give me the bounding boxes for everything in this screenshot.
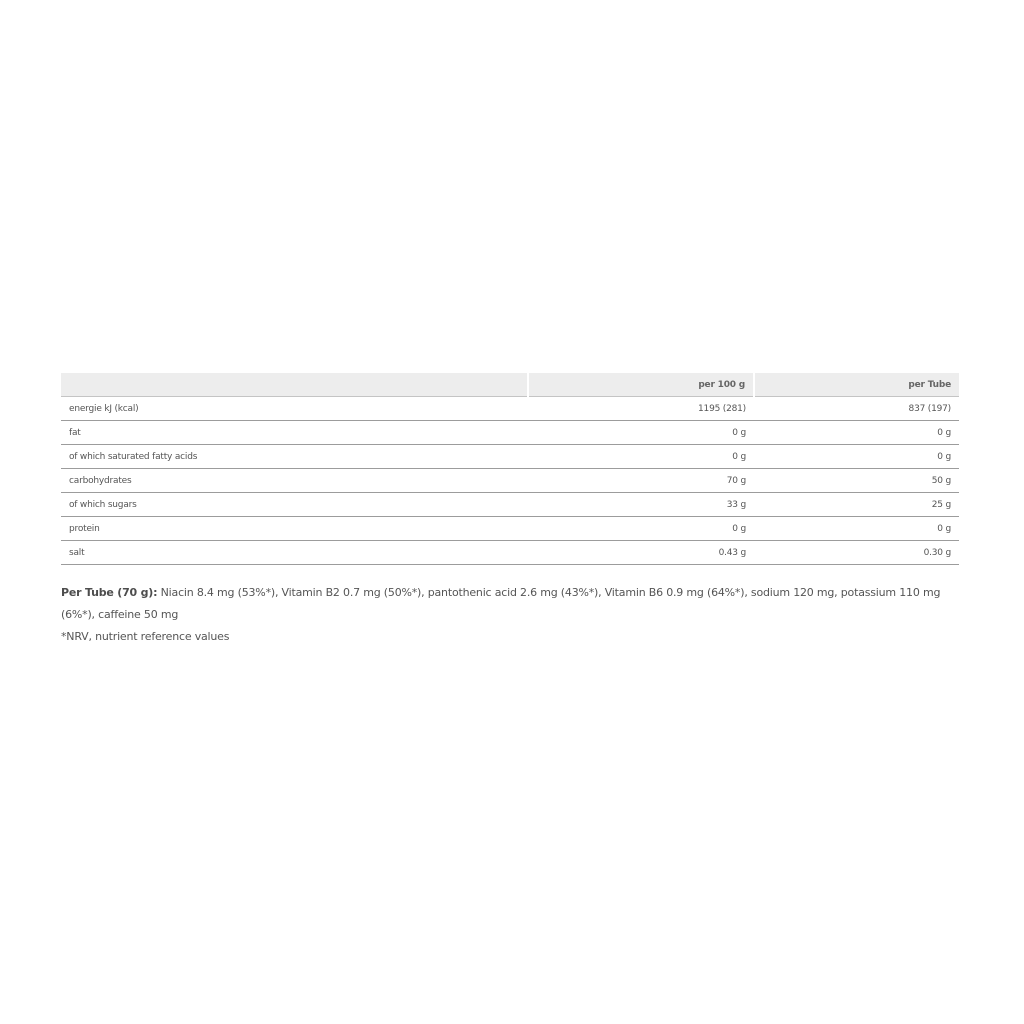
value-per-tube: 0.30 g bbox=[754, 541, 959, 565]
table-header bbox=[61, 373, 959, 397]
nutrient-name: of which sugars bbox=[61, 493, 528, 517]
header-row bbox=[61, 373, 959, 397]
table-body bbox=[61, 397, 959, 565]
nutrition-footnote bbox=[61, 582, 961, 648]
value-per-100g: 0.43 g bbox=[528, 541, 754, 565]
nutrient-name: fat bbox=[61, 421, 528, 445]
value-per-tube: 0 g bbox=[754, 517, 959, 541]
value-per-tube: 0 g bbox=[754, 421, 959, 445]
per-tube-label: Per Tube (70 g): bbox=[61, 586, 158, 599]
value-per-100g: 33 g bbox=[528, 493, 754, 517]
value-per-100g: 70 g bbox=[528, 469, 754, 493]
nutrient-name: protein bbox=[61, 517, 528, 541]
value-per-tube: 837 (197) bbox=[754, 397, 959, 421]
per-tube-text: Niacin 8.4 mg (53%*), Vitamin B2 0.7 mg (50%*), pantothenic acid 2.6 mg (43%*), Vitamin B6 0.9 mg (64%*), sodium 120 mg, potassium 110 mg (6%*), caffeine 50 mg bbox=[61, 586, 941, 621]
table-row bbox=[61, 421, 959, 445]
table-row bbox=[61, 517, 959, 541]
table-row bbox=[61, 493, 959, 517]
nrv-note: *NRV, nutrient reference values bbox=[61, 630, 230, 643]
nutrient-name: carbohydrates bbox=[61, 469, 528, 493]
table-row bbox=[61, 469, 959, 493]
table-row bbox=[61, 541, 959, 565]
table-row bbox=[61, 397, 959, 421]
table-row bbox=[61, 445, 959, 469]
value-per-tube: 0 g bbox=[754, 445, 959, 469]
header-per-tube: per Tube bbox=[754, 373, 959, 397]
header-per-100g: per 100 g bbox=[528, 373, 754, 397]
per-tube-details bbox=[61, 582, 961, 626]
value-per-tube: 50 g bbox=[754, 469, 959, 493]
value-per-100g: 0 g bbox=[528, 445, 754, 469]
value-per-tube: 25 g bbox=[754, 493, 959, 517]
value-per-100g: 1195 (281) bbox=[528, 397, 754, 421]
header-nutrient bbox=[61, 373, 528, 397]
nutrient-name: energie kJ (kcal) bbox=[61, 397, 528, 421]
nutrient-name: of which saturated fatty acids bbox=[61, 445, 528, 469]
nutrient-name: salt bbox=[61, 541, 528, 565]
nutrition-table bbox=[61, 373, 959, 565]
value-per-100g: 0 g bbox=[528, 421, 754, 445]
value-per-100g: 0 g bbox=[528, 517, 754, 541]
